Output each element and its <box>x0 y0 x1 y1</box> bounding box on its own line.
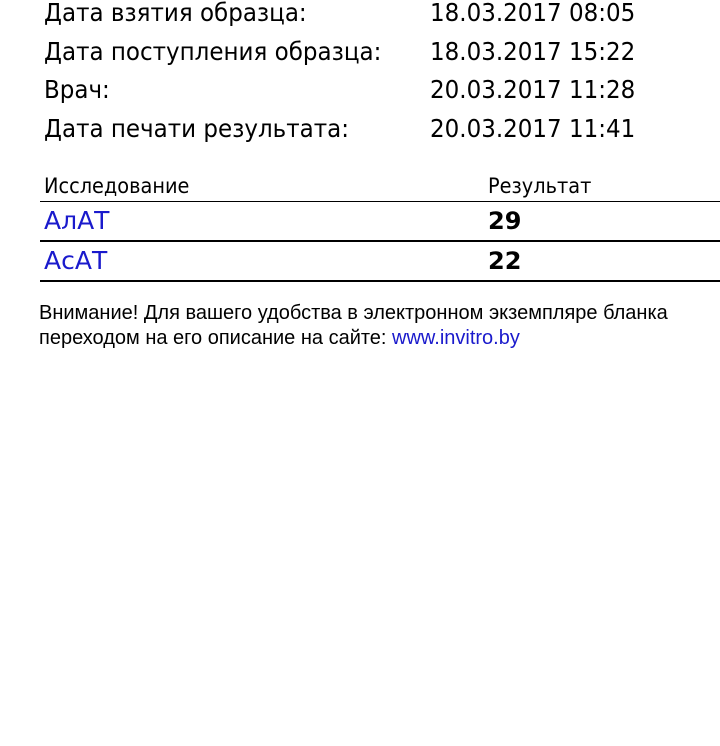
header-test: Исследование <box>44 174 190 198</box>
receipt-date-label: Дата поступления образца: <box>44 36 382 66</box>
results-table <box>40 174 720 282</box>
sample-date-value: 18.03.2017 08:05 <box>430 0 636 27</box>
notice-line-1: Внимание! Для вашего удобства в электронном экземпляре бланка <box>39 302 668 324</box>
print-date-label: Дата печати результата: <box>44 114 349 144</box>
website-link[interactable]: www.invitro.by <box>392 327 520 349</box>
receipt-date-value: 18.03.2017 15:22 <box>430 36 636 66</box>
sample-date-row <box>44 0 720 39</box>
doctor-label: Врач: <box>44 75 110 105</box>
sample-info <box>44 0 720 155</box>
print-date-value: 20.03.2017 11:41 <box>430 114 636 144</box>
header-result: Результат <box>488 174 592 198</box>
test-result-ast: 22 <box>488 247 522 275</box>
notice-text <box>39 301 668 351</box>
sample-date-label: Дата взятия образца: <box>44 0 307 27</box>
test-link-alt[interactable]: АлАТ <box>44 206 110 235</box>
notice-line-2 <box>39 326 668 351</box>
print-date-row <box>44 116 720 155</box>
test-result-alt: 29 <box>488 207 522 235</box>
table-row <box>40 202 720 242</box>
table-row <box>40 242 720 282</box>
test-link-ast[interactable]: АсАТ <box>44 246 108 275</box>
doctor-row <box>44 77 720 116</box>
receipt-date-row <box>44 36 720 78</box>
doctor-value: 20.03.2017 11:28 <box>430 75 636 105</box>
notice-line-2-text: переходом на его описание на сайте: <box>39 327 393 349</box>
results-table-header <box>40 174 720 202</box>
